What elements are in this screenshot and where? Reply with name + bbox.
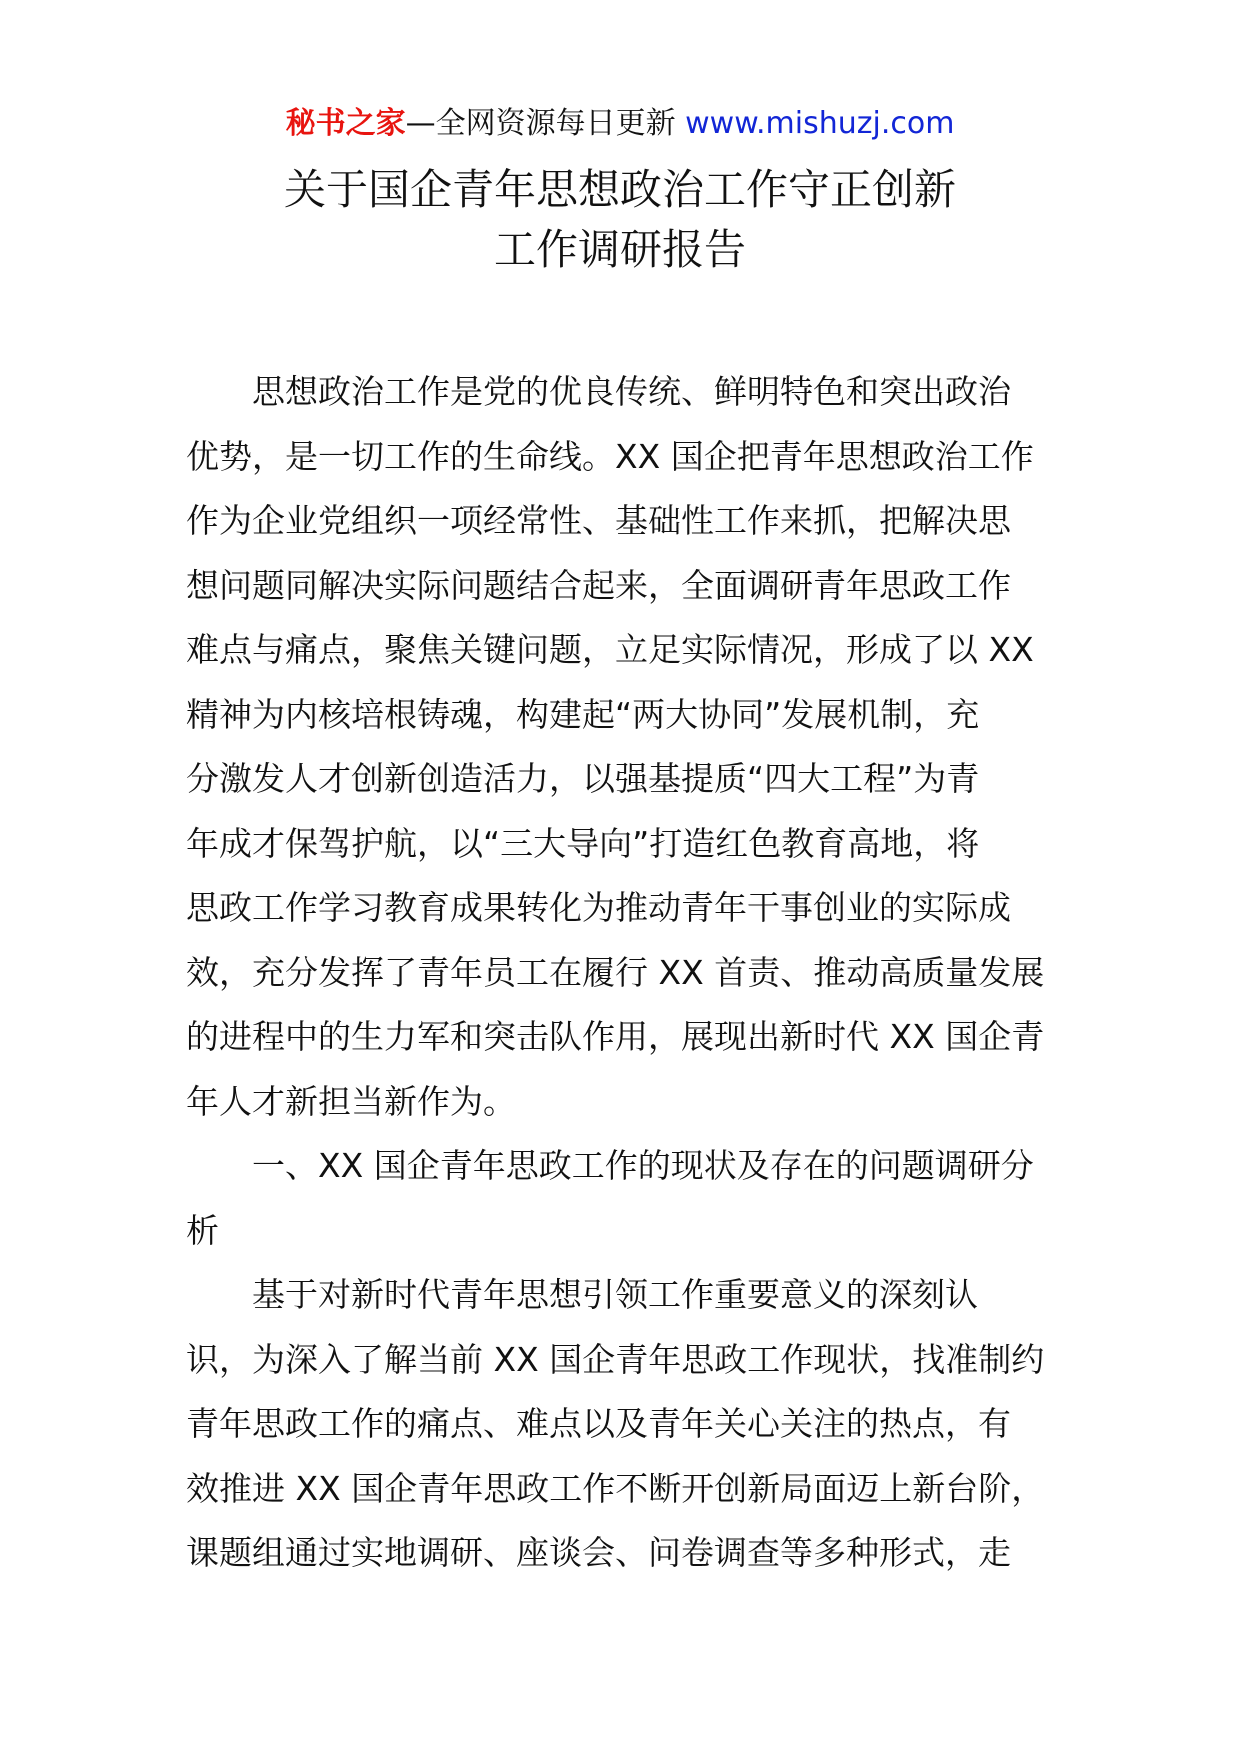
body-line: 难点与痛点，聚焦关键问题，立足实际情况，形成了以 XX	[186, 630, 1034, 669]
brand-name: 秘书之家	[285, 106, 406, 141]
title-line-2: 工作调研报告	[493, 225, 746, 274]
body-line: 效推进 XX 国企青年思政工作不断开创新局面迈上新台阶，	[186, 1468, 1045, 1508]
body-line: 年成才保驾护航，以“三大导向”打造红色教育高地，将	[186, 823, 980, 863]
body-line: 课题组通过实地调研、座谈会、问卷调查等多种形式，走	[186, 1533, 1011, 1572]
header-tagline: —全网资源每日更新	[405, 106, 676, 141]
body-line: 优势，是一切工作的生命线。XX 国企把青年思想政治工作	[186, 436, 1034, 476]
body-line: 想问题同解决实际问题结合起来，全面调研青年思政工作	[186, 565, 1011, 605]
site-header	[0, 100, 1240, 148]
title-line-1: 关于国企青年思想政治工作守正创新	[283, 165, 956, 214]
body-line: 识，为深入了解当前 XX 国企青年思政工作现状，找准制约	[186, 1339, 1045, 1379]
body-line: 年人才新担当新作为。	[186, 1081, 516, 1121]
body-line: 的进程中的生力军和突击队作用，展现出新时代 XX 国企青	[186, 1017, 1045, 1056]
body-line: 精神为内核培根铸魂，构建起“两大协同”发展机制，充	[186, 694, 980, 734]
section-heading-line: 一、XX 国企青年思政工作的现状及存在的问题调研分	[252, 1146, 1034, 1185]
document-body	[186, 360, 1056, 1586]
body-line: 效，充分发挥了青年员工在履行 XX 首责、推动高质量发展	[186, 952, 1045, 992]
section-heading-line: 析	[186, 1210, 219, 1250]
body-line: 思政工作学习教育成果转化为推动青年干事创业的实际成	[186, 888, 1011, 927]
body-line: 思想政治工作是党的优良传统、鲜明特色和突出政治	[252, 372, 1011, 411]
body-line: 分激发人才创新创造活力，以强基提质“四大工程”为青	[186, 759, 980, 798]
body-line: 基于对新时代青年思想引领工作重要意义的深刻认	[252, 1275, 978, 1314]
body-line: 作为企业党组织一项经常性、基础性工作来抓，把解决思	[186, 501, 1011, 540]
site-url-link[interactable]: www.mishuzj.com	[685, 106, 955, 141]
body-line: 青年思政工作的痛点、难点以及青年关心关注的热点，有	[186, 1404, 1011, 1443]
document-title	[0, 160, 1240, 280]
